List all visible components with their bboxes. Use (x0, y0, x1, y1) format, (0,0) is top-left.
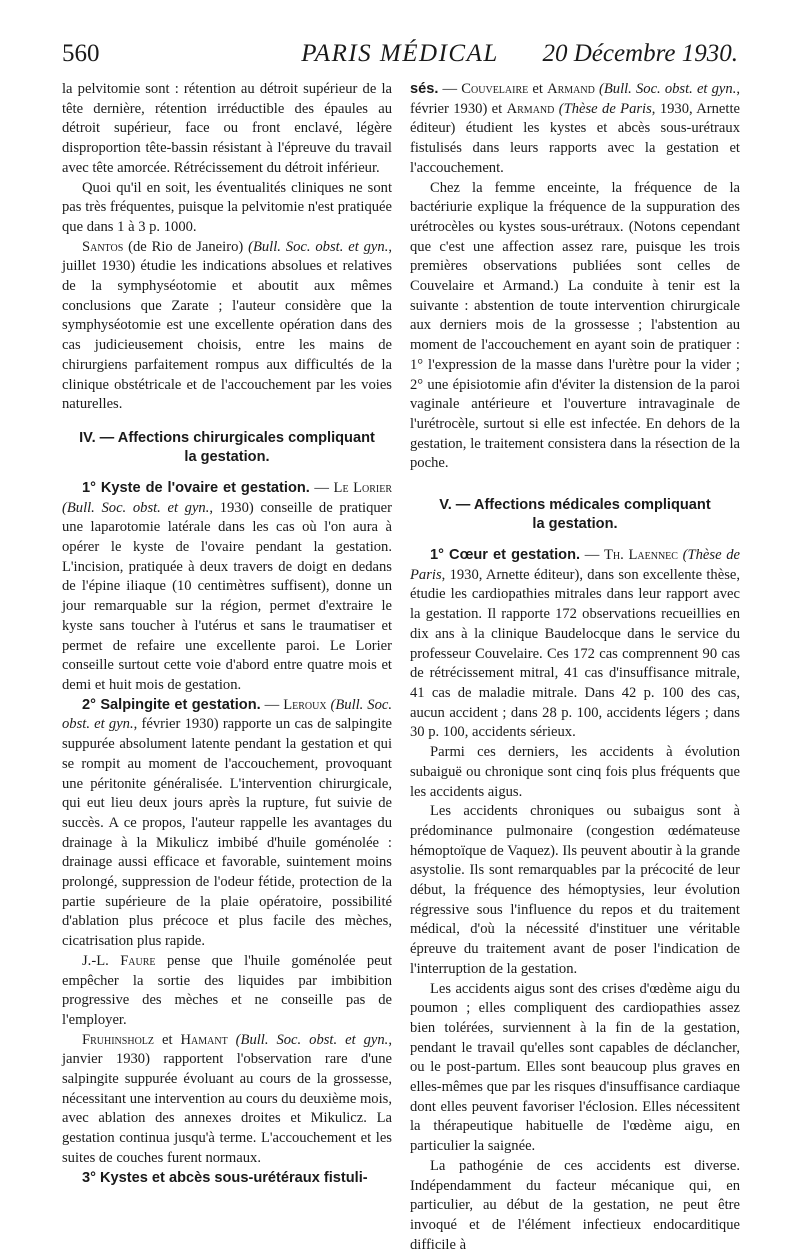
text-run: , 1930, Arnette éditeur) étudient les kystes et abcès sous-urétraux fistulisés dans leurs rapports avec la gestation et l'accouchement. (410, 100, 740, 176)
author-name: Fruhinsholz (82, 1031, 155, 1048)
section-heading-line: V. — Affections médicales compliquant (439, 497, 711, 514)
text-run: — (309, 479, 334, 496)
subsection-title: 1° Cœur et gestation. (430, 547, 581, 564)
citation: (Bull. Soc. obst. et gyn. (62, 499, 210, 516)
author-name: Couvelaire (461, 81, 529, 97)
page-number: 560 (62, 40, 100, 67)
text-run: (de Rio de Janeiro) (123, 238, 249, 255)
right-column (410, 80, 740, 1255)
journal-title: PARIS MÉDICAL (301, 40, 499, 67)
text-run: — (438, 81, 462, 97)
subsection-title: 1° Kyste de l'ovaire et gestation. (82, 479, 310, 496)
subsection-title: sés. (410, 81, 439, 97)
author-name: Hamant (180, 1031, 228, 1048)
text-run: , juillet 1930) étudie les indications absolues et relatives de la symphyséotomie et aboutit aux mêmes conclusions que Zarate ; l'auteur considère que la symphyséotomie est une excellente opération dans des cas judicieusement choisis, entre les mains de chirurgiens parfaitement rompus aux difficultés de la clinique obstétricale et de l'accouchement par les voies naturelles. (62, 238, 392, 413)
paragraph-kystes-abces-start (62, 1169, 392, 1189)
subsection-title: 2° Salpingite et gestation. (82, 696, 261, 713)
left-column (62, 80, 392, 1188)
text-run: — (260, 696, 284, 713)
author-name: Faure (120, 952, 156, 969)
running-header (62, 40, 738, 76)
text-run: et (528, 81, 548, 97)
author-name: Armand (547, 81, 595, 97)
text-run: — (580, 547, 605, 564)
paragraph: Parmi ces derniers, les accidents à évolution subaiguë ou chronique sont cinq fois plus fréquents que les accidents aigus. (410, 744, 740, 800)
paragraph-fruhinsholz (62, 1031, 392, 1169)
author-name: Le Lorier (333, 479, 393, 496)
citation: (Bull. Soc. obst. et gyn. (227, 1031, 389, 1048)
paragraph-kyste-ovaire (62, 479, 392, 696)
paragraph-santos (62, 238, 392, 415)
section-heading-v (410, 496, 740, 534)
subsection-title: 3° Kystes et abcès sous-urétéraux fistuli- (82, 1169, 368, 1186)
citation: (Bull. Soc. obst. et gyn. (62, 696, 393, 733)
paragraph: la pelvitomie sont : rétention au détroit supérieur de la tête dernière, rétention irréductible des épaules au détroit supérieur, face ou front enclavé, légère disproportion tête-bassin résistant à l'épreuve du travail avec tête amorcée. Rétrécissement du détroit inférieur. (62, 81, 392, 176)
text-run: et (154, 1031, 181, 1048)
section-heading-line: la gestation. (532, 516, 618, 533)
text-run: , janvier 1930) rapportent l'observation rare d'une salpingite suppurée évoluant au cours de la grossesse, nécessitant une intervention au cours du deuxième mois, avec ablation des annexes droites et Mikulicz. La gestation continua jusqu'à terme. L'accouchement et les suites de couches furent normaux. (62, 1031, 392, 1166)
text-run: , février 1930) et (410, 81, 740, 117)
paragraph-kystes-abces-cont (410, 80, 740, 179)
section-heading-iv (62, 429, 392, 467)
text-run: J.-L. (82, 952, 121, 969)
text-run: , février 1930) rapporte un cas de salpingite suppurée absolument latente pendant la gestation et qui se rompit au moment de l'accouchement, provoquant une péritonite généralisée. L'intervention chirurgicale, qui eut lieu deux jours après la rupture, fut suivie de succès. A ce propos, l'auteur rappelle les avantages du drainage à la Mikulicz imbibé d'huile goménolée : drainage aussi efficace et favorable, suintement moins prolongé, suppression de l'odeur fétide, protection de la partie supérieure de la plaie opératoire, possibilité d'ablation plus précoce et plus facile des mèches, cicatrisation plus rapide. (62, 716, 392, 950)
section-heading-line: la gestation. (184, 448, 270, 465)
text-run: , 1930) conseille de pratiquer une laparotomie latérale dans les cas où l'on aura à opérer le kyste de l'ovaire pendant la gestation. L'incision, pratiquée à deux travers de doigt en dedans de l'épine iliaque (10 centimètres suffisent), donne un jour remarquable sur la région, permet d'extraire le kyste sans toucher à l'utérus et sans le traumatiser et permet de refaire une excellente paroi. Le Lorier conseille surtout cette voie d'abord entre quatre mois et demi et huit mois de gestation. (62, 499, 393, 693)
paragraph: Les accidents aigus sont des crises d'œdème aigu du poumon ; elles compliquent des cardiopathies assez bien tolérées, surviennent à la fin de la gestation, pendant le travail qu'elles sont capables de déclancher, ou le post-partum. Elles sont beaucoup plus graves en elles-mêmes que par les risques d'insuffisance cardiaque dont elles peuvent favoriser l'éclosion. Elles nécessitent la thérapeutique habituelle de l'œdème aigu, en particulier la saignée. (410, 980, 740, 1155)
paragraph: Les accidents chroniques ou subaigus sont à prédominance pulmonaire (congestion œdémateuse hémoptoïque de Vaquez). Ils peuvent aboutir à la grande asystolie. Ils sont remarquables par la précocité de leur début, la fréquence des hémoptysies, leur évolution régressive sous l'influence du repos et du traitement médical, d'où la nécessité d'instituer une véritable épreuve du traitement avant de poser l'indication de l'interruption de la gestation. (410, 803, 740, 977)
author-name: Armand (506, 100, 555, 117)
author-name: Santos (82, 238, 124, 255)
citation: (Thèse de Paris (410, 547, 741, 583)
paragraph-salpingite (62, 696, 392, 952)
text-run: , 1930, Arnette éditeur), dans son excellente thèse, étudie les cardiopathies mitrales dans leur rapport avec la gestation. Il rapporte 172 observations recueillies en dix ans à la clinique Baudelocque dans le service du professeur Couvelaire. Ces 172 cas comprennent 90 cas de rétrécissement mitral, 41 cas d'insuffisance mitrale, 41 cas de maladie mitrale. Dans 42 p. 100 des cas, aucun accident ; dans 28 p. 100, accidents légers ; dans 30 p. 100, accidents sérieux. (410, 566, 740, 741)
paragraph: Quoi qu'il en soit, les éventualités cliniques ne sont pas très fréquentes, puisque la pelvitomie n'est pratiquée que dans 1 à 3 p. 1000. (62, 179, 392, 235)
citation: (Bull. Soc. obst. et gyn. (248, 238, 389, 255)
paragraph: La pathogénie de ces accidents est diverse. Indépendamment du facteur mécanique qui, en particulier, au début de la gestation, ne peut être invoqué et de l'élément infectieux endocarditique difficile à (410, 1157, 740, 1253)
citation: (Bull. Soc. obst. et gyn. (594, 81, 737, 97)
text-run: pense que l'huile goménolée peut empêcher la sortie des liquides par imbibition progressive des mèches et ne conseille pas de l'employer. (62, 952, 392, 1028)
author-name: Leroux (283, 696, 327, 713)
paragraph-faure (62, 952, 392, 1031)
author-name: Th. Laennec (604, 547, 678, 564)
paragraph: Chez la femme enceinte, la fréquence de la bactériurie explique la fréquence de la suppuration des urétrocèles ou kystes sous-urétraux. (Notons cependant que c'est une affection assez rare, puisque les trois premières observations publiées sont celles de Couvelaire et Armand.) La conduite à tenir est la suivante : abstention de toute intervention chirurgicale aux derniers mois de la grossesse ; l'abstention au moment de l'accouchement en ayant soin de pratiquer : 1° l'expression de la masse dans l'urètre pour la vider ; 2° une épisiotomie afin d'éviter la distension de la paroi vaginale antérieure et l'ouverture intravaginale de l'urétrocèle, surtout si elle est infectée. En dehors de la gestation, le traitement consistera dans la résection de la poche. (410, 179, 740, 472)
issue-date: 20 Décembre 1930. (542, 40, 738, 67)
citation: (Thèse de Paris (554, 100, 652, 117)
section-heading-line: IV. — Affections chirurgicales compliquant (79, 429, 375, 446)
paragraph-coeur-gestation (410, 546, 740, 743)
